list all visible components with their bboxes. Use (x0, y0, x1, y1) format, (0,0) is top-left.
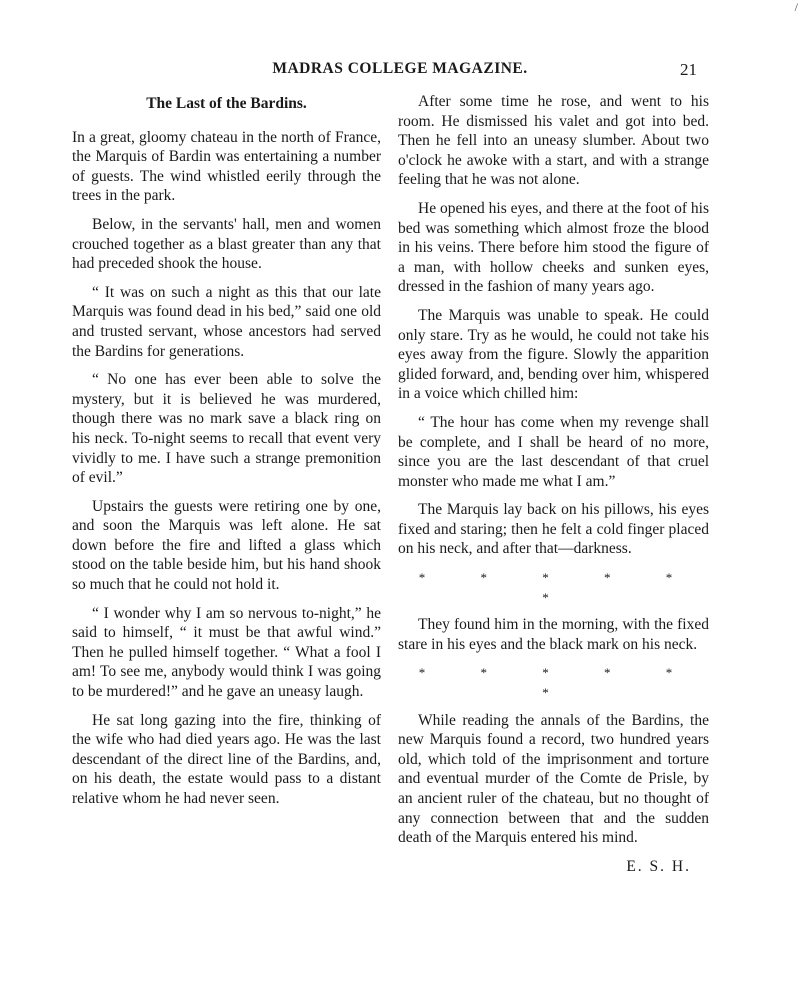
paragraph: He opened his eyes, and there at the foot of his bed was something which almost froze the blood in his veins. There before him stood the figure of a man, with hollow cheeks and sunken eyes, dressed in the fashion of many years ago. (398, 199, 709, 296)
magazine-header-title: MADRAS COLLEGE MAGAZINE. (272, 60, 528, 77)
left-column (72, 92, 381, 818)
right-column (398, 92, 709, 876)
paragraph: Below, in the servants' hall, men and women crouched together as a blast greater than any that had preceded shook the house. (72, 215, 381, 273)
paragraph: “ The hour has come when my revenge shall be complete, and I shall be heard of no more, since you are the last descendant of that cruel monster who made me what I am.” (398, 413, 709, 490)
paragraph: Upstairs the guests were retiring one by one, and soon the Marquis was left alone. He sat down before the fire and lifted a glass which stood on the table beside him, but his hand shook so much that he could not hold it. (72, 497, 381, 594)
paragraph: He sat long gazing into the fire, thinking of the wife who had died years ago. He was the last descendant of the direct line of the Bardins, and, on his death, the estate would pass to a distant relative whom he had never seen. (72, 711, 381, 807)
paragraph: While reading the annals of the Bardins, the new Marquis found a record, two hundred years old, which told of the imprisonment and torture and eventual murder of the Comte de Prisle, by an ancient ruler of the chateau, but no thought of any connection between that and the sudden death of the Marquis entered his mind. (398, 711, 709, 847)
section-separator: * * * * * * (418, 570, 699, 605)
paragraph: “ It was on such a night as this that our late Marquis was found dead in his bed,” said one old and trusted servant, whose ancestors had served the Bardins for generations. (72, 283, 381, 360)
paragraph: The Marquis was unable to speak. He could only stare. Try as he would, he could not take his eyes away from the figure. Slowly the apparition glided forward, and, bending over him, whispered in a voice which chilled him: (398, 306, 709, 403)
section-separator: * * * * * * (418, 665, 699, 701)
paragraph: “ I wonder why I am so nervous to-night,” he said to himself, “ it must be that awful wind.” Then he pulled himself together. “ What a fool I am! To see me, anybody would think I was going to be murdered!” and he gave an uneasy laugh. (72, 604, 381, 701)
article-title: The Last of the Bardins. (146, 95, 307, 112)
page-number: 21 (680, 60, 697, 79)
paragraph: After some time he rose, and went to his room. He dismissed his valet and got into bed. Then he fell into an uneasy slumber. About two o'clock he awoke with a start, and with a strange feeling that he was not alone. (398, 93, 709, 189)
paragraph: They found him in the morning, with the fixed stare in his eyes and the black mark on his neck. (398, 616, 709, 653)
paragraph: “ No one has ever been able to solve the mystery, but it is believed he was murdered, though there was no mark save a black ring on his neck. To-night seems to recall that event very vividly to me. I have such a strange premonition of evil.” (72, 371, 381, 487)
paragraph: In a great, gloomy chateau in the north of France, the Marquis of Bardin was entertaining a number of guests. The wind whistled eerily through the trees in the park. (72, 128, 381, 205)
author-signature: E. S. H. (626, 857, 691, 875)
paragraph: The Marquis lay back on his pillows, his eyes fixed and staring; then he felt a cold finger placed on his neck, and after that—darkness. (398, 501, 709, 558)
page-edge-mark: / (794, 0, 798, 14)
